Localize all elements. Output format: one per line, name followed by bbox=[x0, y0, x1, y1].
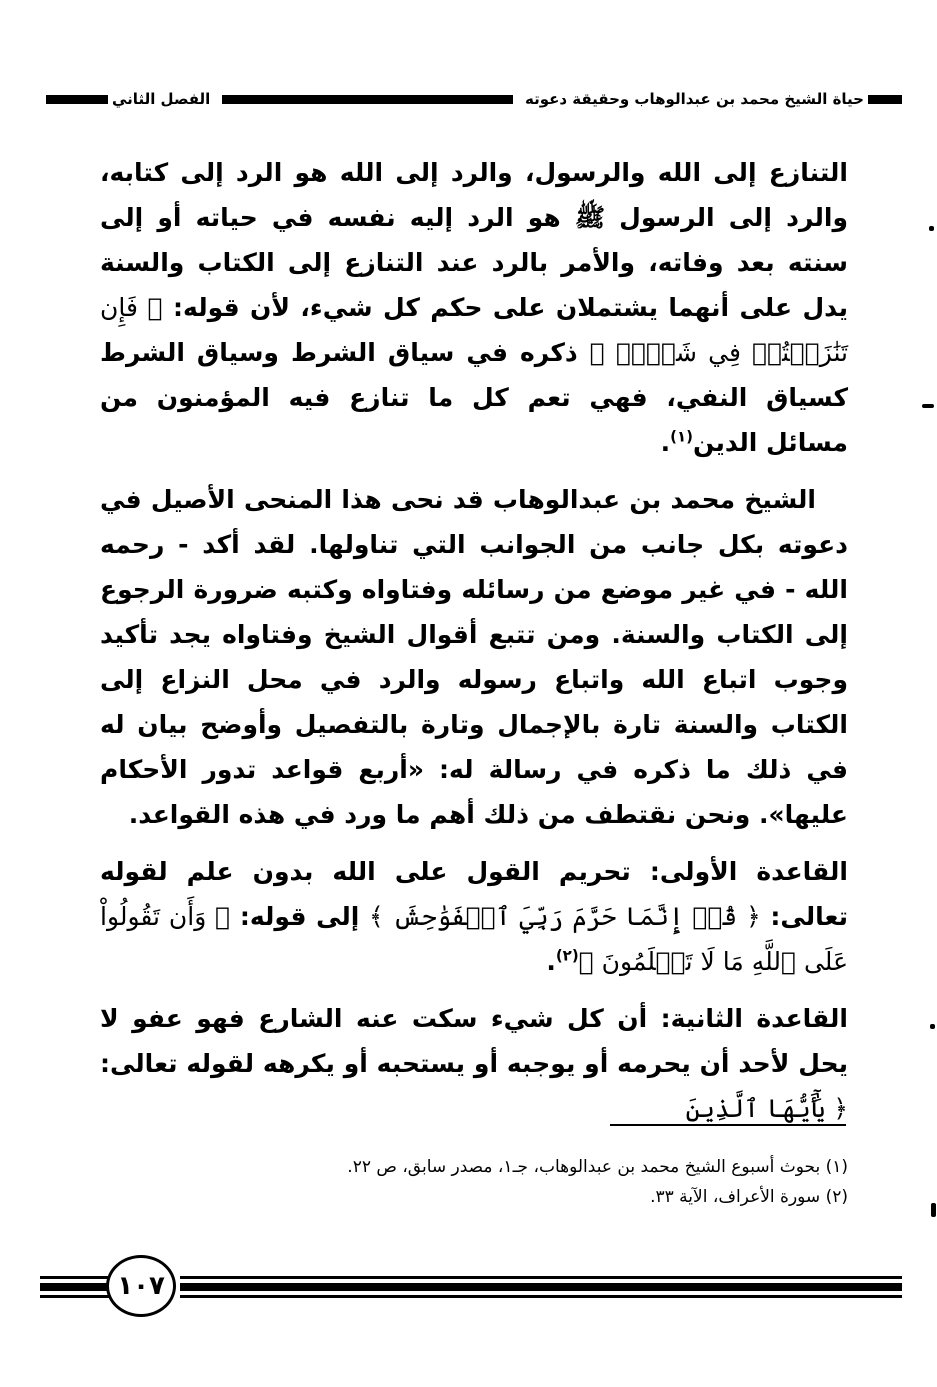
paragraph-3-text-a: القاعدة الأولى: تحريم القول على الله بدون علم لقوله تعالى: bbox=[100, 857, 848, 931]
paragraph-1-text-b: ذكره في سياق الشرط وسياق الشرط كسياق النفي، فهي تعم كل ما تنازع فيه المؤمنون من مسائل الدين bbox=[100, 338, 848, 457]
footnote-2: (٢) سورة الأعراف، الآية ٣٣. bbox=[650, 1187, 848, 1207]
scan-mark bbox=[922, 404, 934, 408]
footer-rule bbox=[180, 1276, 902, 1279]
footer-rule bbox=[40, 1295, 112, 1298]
paragraph-4-text: القاعدة الثانية: أن كل شيء سكت عنه الشارع فهو عفو لا يحل لأحد أن يحرمه أو يوجبه أو يستحبه أو يكرهه لقوله تعالى: bbox=[100, 1004, 848, 1078]
scan-mark bbox=[929, 226, 934, 231]
footer-rule bbox=[180, 1295, 902, 1298]
header-ornament-bar bbox=[222, 95, 513, 104]
page-body bbox=[100, 150, 848, 1143]
footnote-ref[interactable]: (٢) bbox=[555, 946, 579, 965]
page-footer bbox=[40, 1255, 902, 1325]
header-book-title: حياة الشيخ محمد بن عبدالوهاب وحقيقة دعوته bbox=[524, 90, 864, 108]
footer-rule bbox=[40, 1283, 112, 1291]
quran-verse: ﴿ يَٰٓأَيُّهَا ٱلَّذِينَ bbox=[685, 1094, 848, 1123]
footnote-separator bbox=[610, 1124, 846, 1126]
quran-verse: ﴿ فَإِن تَنَٰزَعۡتُمۡ فِي شَيۡءٖ ﴾ bbox=[100, 293, 848, 367]
paragraph-2: الشيخ محمد بن عبدالوهاب قد نحى هذا المنحى الأصيل في دعوته بكل جانب من الجوانب التي تناولها. لقد أكد - رحمه الله - في غير موضع من رسائله وفتاواه وكتبه ضرورة الرجوع إلى الكتاب والسنة. ومن تتبع أقوال الشيخ وفتاواه يجد تأكيد وجوب اتباع الله واتباع رسوله والرد في محل النزاع إلى الكتاب والسنة تارة بالإجمال وتارة بالتفصيل وأوضح بيان له في ذلك ما ذكره في رسالة له: «أربع قواعد تدور الأحكام عليها». ونحن نقتطف من ذلك أهم ما ورد في هذه القواعد. bbox=[100, 485, 848, 829]
sentence-end: . bbox=[546, 947, 556, 976]
footnotes bbox=[100, 1152, 848, 1212]
scan-mark bbox=[931, 1203, 936, 1217]
sentence-end: . bbox=[660, 428, 671, 457]
quran-verse: ﴿ قُلۡ إِنَّمَا حَرَّمَ رَبِّيَ ٱلۡفَوَٰحِشَ ﴾ bbox=[369, 902, 761, 931]
quran-verse: ﴿ وَأَن تَقُولُواْ عَلَى ٱللَّهِ مَا لَا تَعۡلَمُونَ ﴾ bbox=[100, 902, 848, 976]
paragraph-3-text-b: إلى قوله: bbox=[230, 902, 370, 931]
page-number: ١٠٧ bbox=[106, 1255, 176, 1317]
footer-rule bbox=[40, 1276, 112, 1279]
running-header bbox=[46, 86, 902, 112]
paragraph-1 bbox=[100, 150, 848, 465]
scan-mark bbox=[930, 1024, 935, 1029]
footer-rule bbox=[180, 1283, 902, 1291]
paragraph-1-text-a: التنازع إلى الله والرسول، والرد إلى الله هو الرد إلى كتابه، والرد إلى الرسول ﷺ هو الرد إليه نفسه في حياته أو إلى سنته بعد وفاته، والأمر بالرد عند التنازع إلى الكتاب والسنة يدل على أنهما يشتملان على حكم كل شيء، لأن قوله: bbox=[100, 158, 848, 322]
footnote-ref[interactable]: (١) bbox=[670, 427, 693, 446]
paragraph-3 bbox=[100, 849, 848, 984]
header-ornament-bar bbox=[46, 95, 108, 104]
header-chapter: الفصل الثاني bbox=[112, 90, 211, 108]
footnote-1: (١) بحوث أسبوع الشيخ محمد بن عبدالوهاب، جـ١، مصدر سابق، ص ٢٢. bbox=[347, 1157, 848, 1177]
paragraph-4 bbox=[100, 996, 848, 1131]
header-ornament-bar bbox=[868, 95, 902, 104]
